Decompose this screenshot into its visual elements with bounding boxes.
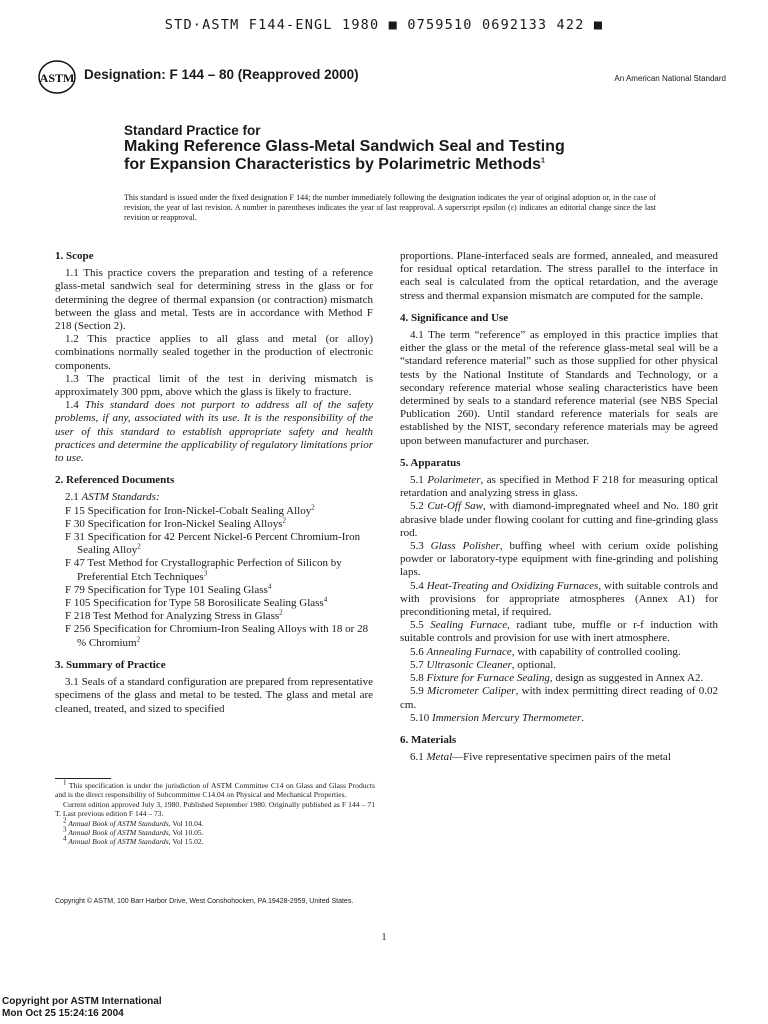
stamp-line-2: Mon Oct 25 15:24:16 2004 bbox=[2, 1008, 124, 1019]
reference-item: F 31 Specification for 42 Percent Nickel-6 Percent Chromium-Iron Sealing Alloy$^2$ bbox=[65, 531, 361, 557]
title-line-1: Standard Practice for bbox=[124, 123, 261, 138]
reference-item: F 105 Specification for Type 58 Borosilicate Sealing Glass$^4$ bbox=[65, 595, 328, 610]
section-heading: 4. Significance and Use bbox=[400, 311, 509, 324]
title-line-3: for Expansion Characteristics by Polarimetric Methods$^1$ bbox=[124, 155, 545, 173]
reference-item: F 30 Specification for Iron-Nickel Sealing Alloys$^2$ bbox=[65, 516, 287, 530]
section-heading: 2. Referenced Documents bbox=[55, 474, 175, 487]
paragraph: 1.1 This practice covers the preparation and testing of a reference glass-metal sandwich seal for determining stress in the glass or for determining the degree of thermal expansion (or contraction) mismatch between the glass and metal. Tests are in accordance with Method F 218 (Section 2). bbox=[55, 267, 373, 333]
apparatus-item: 5.10 Immersion Mercury Thermometer. bbox=[410, 711, 585, 724]
footnote: $^1$ This specification is under the jurisdiction of ASTM Committee C14 on Glass and Glass Products and is the direct responsibility of Subcommittee C14.04 on Physical and Mechanical Properties. bbox=[55, 778, 375, 800]
national-standard-label: An American National Standard bbox=[614, 74, 726, 83]
section-heading: 6. Materials bbox=[400, 733, 457, 746]
section-heading: 5. Apparatus bbox=[400, 456, 461, 469]
apparatus-item: 5.5 Sealing Furnace, radiant tube, muffle or r-f induction with suitable controls and provision for use with inert atmosphere. bbox=[400, 619, 719, 645]
apparatus-item: 5.7 Ultrasonic Cleaner, optional. bbox=[410, 658, 557, 671]
footnote: $^4$ Annual Book of ASTM Standards, Vol 15.02. bbox=[63, 834, 204, 847]
apparatus-item: 5.3 Glass Polisher, buffing wheel with cerium oxide polishing powder or laboratory-type equipment with fine-grinding and polishing laps. bbox=[400, 540, 719, 579]
right-column bbox=[400, 250, 718, 764]
footnote: $^2$ Annual Book of ASTM Standards, Vol 10.04. bbox=[63, 816, 204, 828]
section-heading: 3. Summary of Practice bbox=[55, 658, 166, 671]
section-heading: 1. Scope bbox=[55, 250, 94, 262]
astm-logo bbox=[38, 60, 76, 94]
license-stamp bbox=[2, 996, 162, 1020]
left-column bbox=[55, 250, 373, 716]
apparatus-item: 5.2 Cut-Off Saw, with diamond-impregnated wheel and No. 180 grit abrasive blade under flowing coolant for cutting and fine-grinding glass rod. bbox=[400, 500, 719, 539]
document-code: STD·ASTM F144-ENGL 1980 ■ 0759510 0692133 422 ■ bbox=[164, 17, 604, 33]
document-title bbox=[124, 123, 684, 173]
stamp-line-1: Copyright por ASTM International bbox=[2, 996, 162, 1007]
paragraph: 1.3 The practical limit of the test in deriving mismatch is approximately 300 ppm, above which the glass is likely to fracture. bbox=[55, 372, 373, 399]
apparatus-item: 5.8 Fixture for Furnace Sealing, design as suggested in Annex A2. bbox=[410, 672, 704, 685]
paragraph: proportions. Plane-interfaced seals are formed, annealed, and measured for residual optical retardation. The stress parallel to the interface in each seal is calculated from the optical retardation, and the average stress and thermal expansion mismatch are computed for the sample. bbox=[400, 250, 718, 302]
subsection-heading: 2.1 ASTM Standards: bbox=[65, 491, 160, 504]
reference-item: F 79 Specification for Type 101 Sealing Glass$^4$ bbox=[65, 582, 272, 596]
reference-item: F 15 Specification for Iron-Nickel-Cobalt Sealing Alloy$^2$ bbox=[65, 503, 315, 517]
reference-item: F 256 Specification for Chromium-Iron Sealing Alloys with 18 or 28 % Chromium$^2$ bbox=[65, 623, 369, 649]
page-number: 1 bbox=[381, 932, 387, 943]
apparatus-item: 5.6 Annealing Furnace, with capability of controlled cooling. bbox=[410, 645, 681, 658]
copyright-notice: Copyright © ASTM, 100 Barr Harbor Drive, West Conshohocken, PA 19428-2959, United States. bbox=[55, 898, 354, 905]
paragraph: 1.2 This practice applies to all glass and metal (or alloy) combinations normally sealed together in the production of electronic components. bbox=[55, 333, 373, 372]
reference-item: F 47 Test Method for Crystallographic Perfection of Silicon by Preferential Etch Techniques$^3$ bbox=[65, 557, 342, 583]
paragraph: 6.1 Metal—Five representative specimen pairs of the metal bbox=[410, 751, 671, 764]
footnote: $^3$ Annual Book of ASTM Standards, Vol 10.05. bbox=[63, 825, 204, 838]
paragraph: 4.1 The term “reference” as employed in this practice implies that either the glass or the metal of the reference glass-metal seal will be a “standard reference material” such as those supplied for other physical tests by the National Institute of Standards and Technology, or a secondary reference material whose sealing characteristics have been determined by seals to a standard reference material (see NBS Special Publication 260). Until standard reference materials for seals are established by the NIST, secondary reference materials may be agreed upon between manufacturer and purchaser. bbox=[400, 329, 718, 447]
logo-text: ASTM bbox=[39, 71, 75, 85]
paragraph: 1.4 This standard does not purport to address all of the safety problems, if any, associated with its use. It is the responsibility of the user of this standard to establish appropriate safety and health practices and determine the applicability of regulatory limitations prior to use. bbox=[55, 399, 374, 465]
apparatus-item: 5.9 Micrometer Caliper, with index permitting direct reading of 0.02 cm. bbox=[400, 685, 718, 711]
title-line-2: Making Reference Glass-Metal Sandwich Seal and Testing bbox=[124, 138, 565, 155]
designation: Designation: F 144 – 80 (Reapproved 2000) bbox=[84, 67, 359, 82]
reference-item: F 218 Test Method for Analyzing Stress in Glass$^2$ bbox=[65, 608, 283, 623]
footnote: Current edition approved July 3, 1980. Published September 1980. Originally published as F 144 – 71 T. Last previous edition F 144 – 73. bbox=[55, 799, 375, 819]
apparatus-item: 5.4 Heat-Treating and Oxidizing Furnaces, with suitable controls and with provisions for appropriate atmospheres (Annex A1) for preconditioning metal, if required. bbox=[400, 579, 719, 619]
footnotes bbox=[55, 778, 375, 847]
apparatus-item: 5.1 Polarimeter, as specified in Method F 218 for measuring optical retardation and analyzing stress in glass. bbox=[400, 474, 719, 500]
paragraph: 3.1 Seals of a standard configuration are prepared from representative specimens of the glass and metal to be tested. The glass and metal are cleaned, treated, and sized to specified bbox=[55, 676, 373, 715]
footnote-ref: 1 bbox=[541, 157, 545, 165]
issuance-note: This standard is issued under the fixed designation F 144; the number immediately following the designation indicates the year of original adoption or, in the case of revision, the year of last revision. A number in parentheses indicates the year of last reapproval. A superscript epsilon (ε) indicates an editorial change since the last revision or reapproval. bbox=[124, 193, 656, 222]
